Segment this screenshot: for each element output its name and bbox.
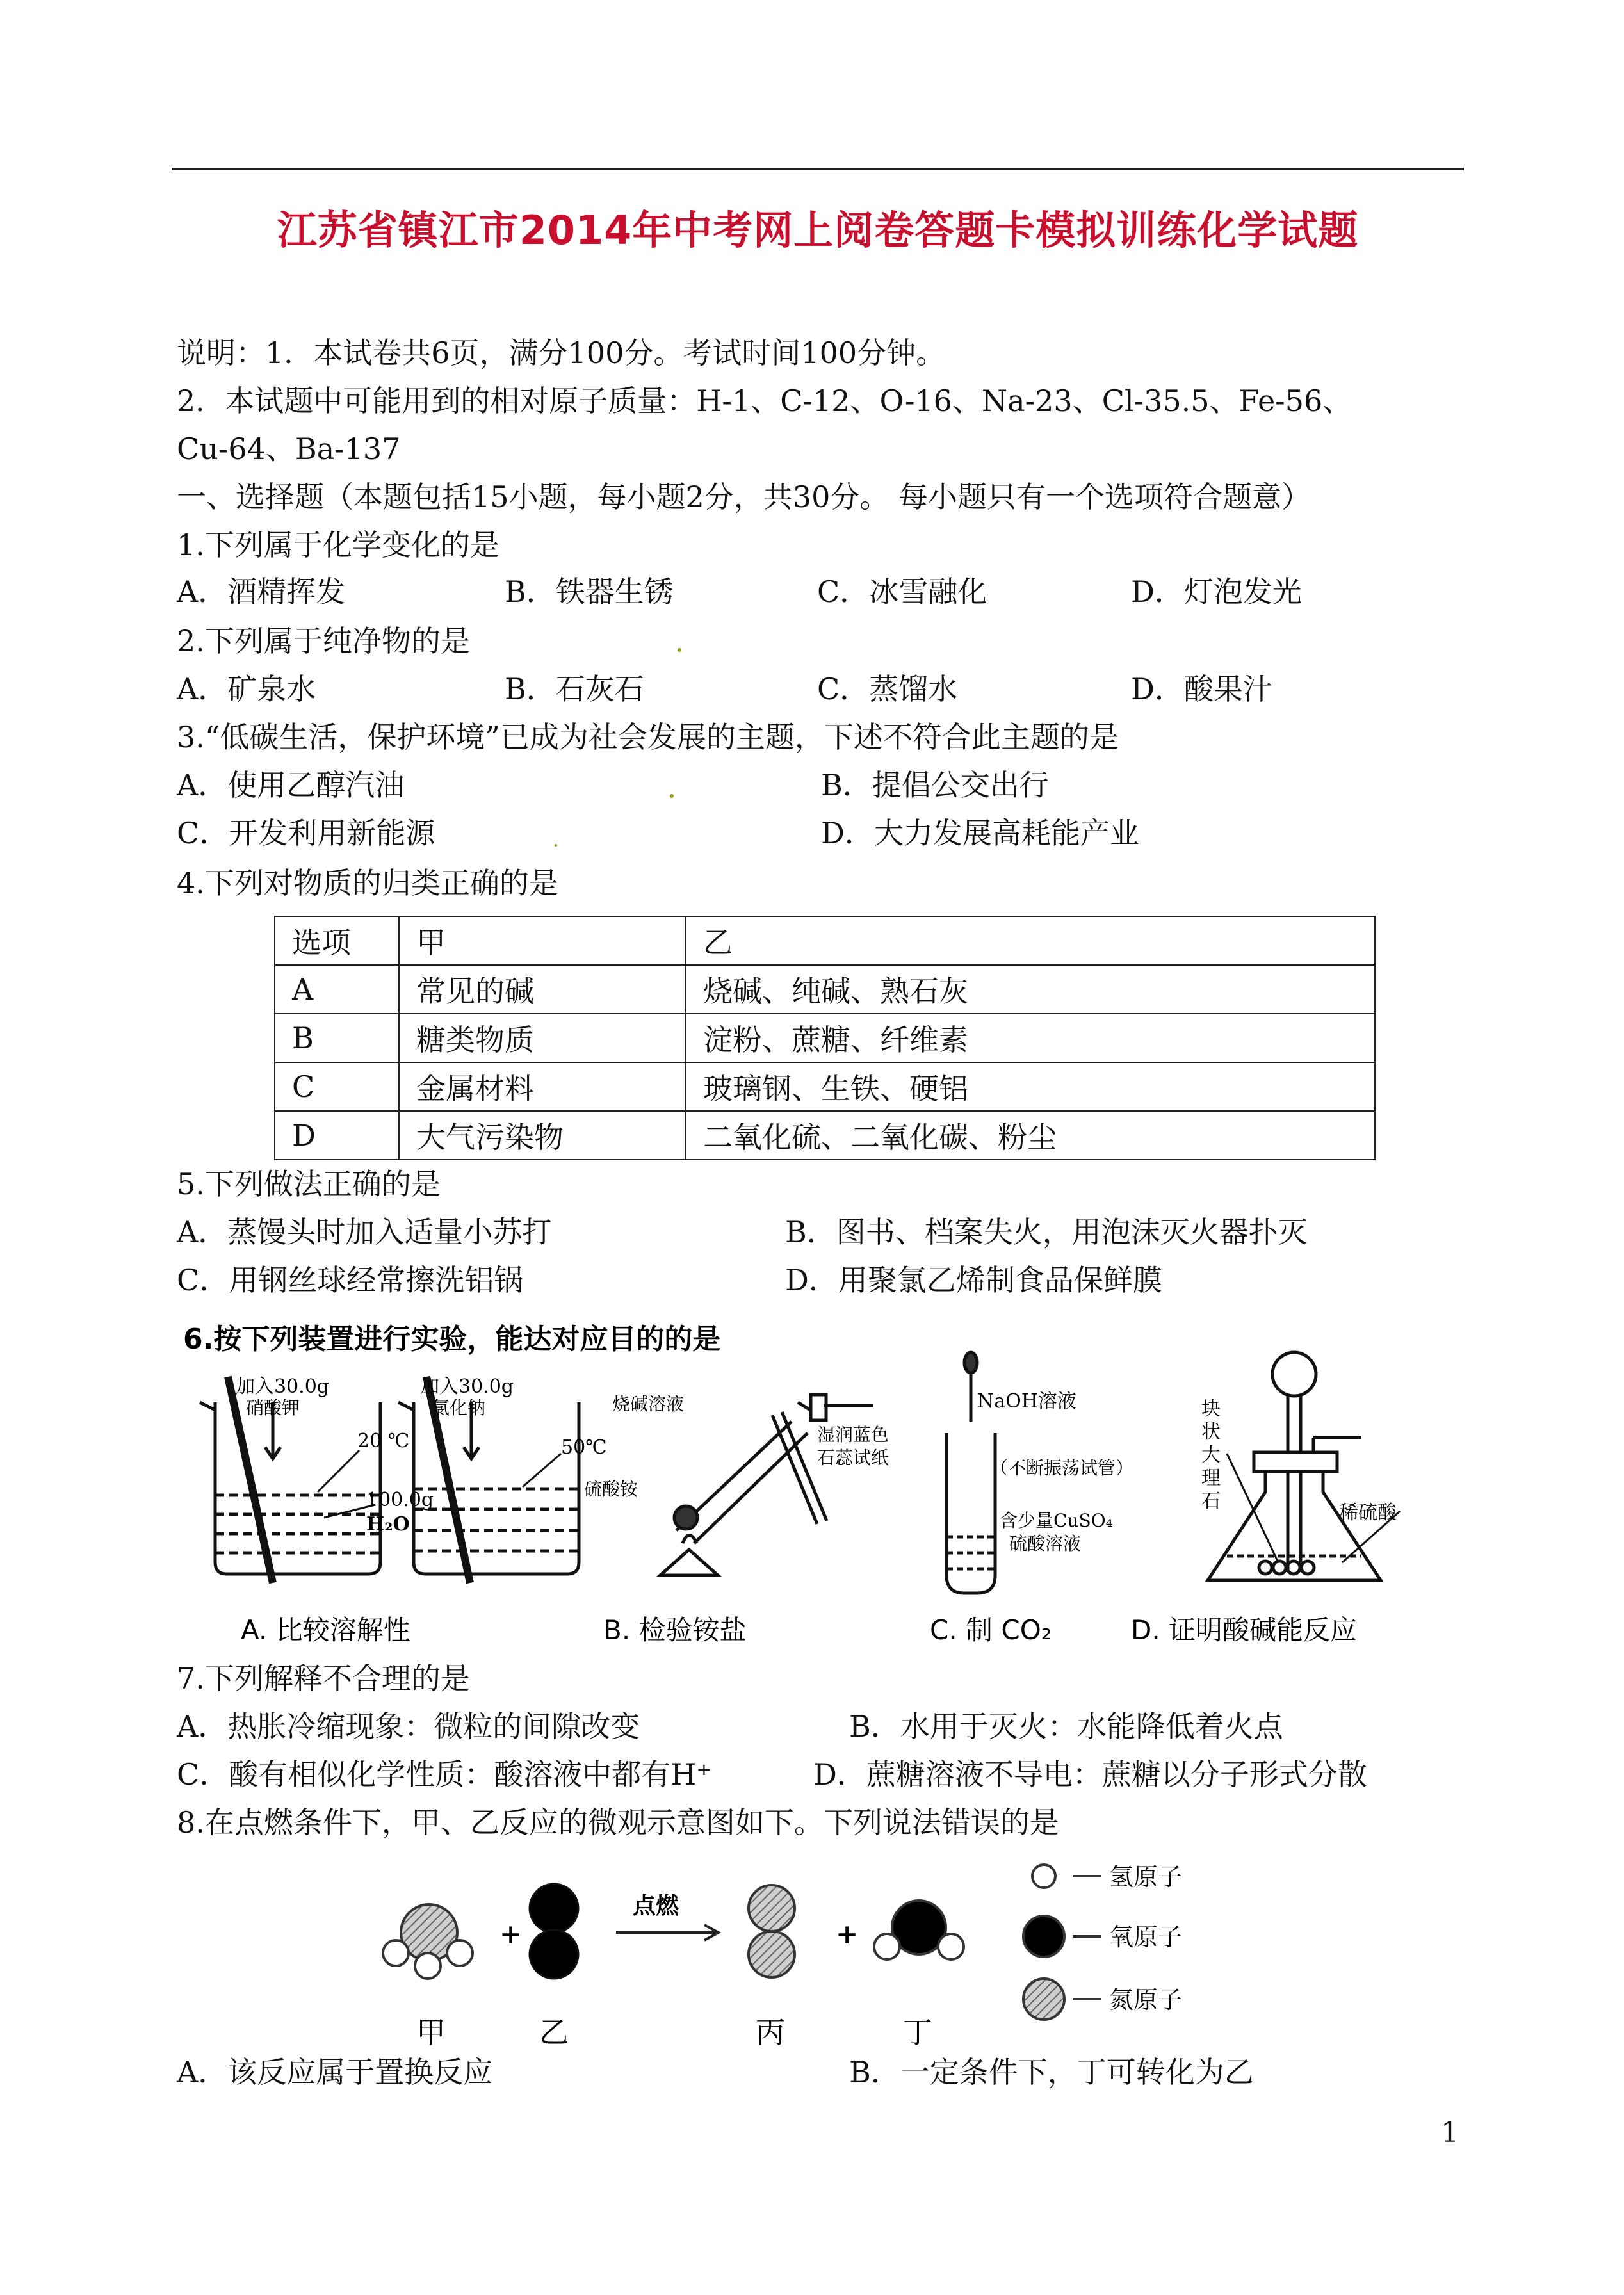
- label-ding: 丁: [903, 2015, 932, 2050]
- marble-label-3: 大: [1201, 1444, 1221, 1466]
- table-cell: 金属材料: [399, 1062, 686, 1111]
- q3-option-a: A．使用乙醇汽油: [177, 768, 405, 802]
- header-rule: [172, 168, 1464, 170]
- q3-stem: 3.“低碳生活，保护环境”已成为社会发展的主题，下述不符合此主题的是: [177, 720, 1119, 754]
- table-cell: 淀粉、蔗糖、纤维素: [686, 1014, 1375, 1062]
- q2-option-a: A．矿泉水: [177, 672, 316, 706]
- molecule-yi: [530, 1884, 578, 1979]
- q6-stem: 6.按下列装置进行实验，能达对应目的的是: [183, 1323, 721, 1356]
- table-row: [275, 965, 1375, 1014]
- marble-label-2: 状: [1201, 1421, 1221, 1443]
- intro-line-1: 说明：1．本试卷共6页，满分100分。考试时间100分钟。: [177, 336, 946, 370]
- q6-option-a: A. 比较溶解性: [241, 1614, 410, 1646]
- cuso4-label: 含少量CuSO₄: [1000, 1510, 1113, 1531]
- solute-label-2: 氯化钠: [432, 1397, 486, 1418]
- q3-option-b: B．提倡公交出行: [821, 768, 1049, 802]
- q1-stem: 1.下列属于化学变化的是: [177, 528, 499, 562]
- add-label-1: 加入30.0g: [236, 1375, 330, 1398]
- q1-option-a: A．酒精挥发: [177, 574, 346, 609]
- legend-oxygen: 氧原子: [1109, 1923, 1183, 1951]
- solute-label-1: 硝酸钾: [246, 1397, 300, 1418]
- molecule-bing: [749, 1885, 795, 1977]
- temperature-label-1: 20 ℃: [357, 1430, 410, 1452]
- caustic-soda-label: 烧碱溶液: [612, 1393, 685, 1415]
- ammonium-sulfate-label: 硫酸铵: [584, 1479, 638, 1500]
- reaction-condition: 点燃: [633, 1892, 679, 1919]
- q3-option-c: C．开发利用新能源: [177, 816, 435, 850]
- page-title: 江苏省镇江市2014年中考网上阅卷答题卡模拟训练化学试题: [277, 207, 1359, 254]
- q5-option-a: A．蒸馒头时加入适量小苏打: [177, 1215, 552, 1249]
- flask-apparatus: [1208, 1352, 1400, 1580]
- temperature-label-2: 50℃: [561, 1436, 607, 1459]
- q8-stem: 8.在点燃条件下，甲、乙反应的微观示意图如下。下列说法错误的是: [177, 1805, 1059, 1840]
- table-cell: D: [275, 1111, 399, 1160]
- q1-option-d: D．灯泡发光: [1131, 574, 1302, 609]
- q5-option-d: D．用聚氯乙烯制食品保鲜膜: [785, 1263, 1162, 1297]
- q5-stem: 5.下列做法正确的是: [177, 1167, 441, 1201]
- table-cell: A: [275, 965, 399, 1014]
- q5-option-c: C．用钢丝球经常擦洗铝锅: [177, 1263, 524, 1297]
- test-tube-apparatus: [946, 1352, 995, 1593]
- table-cell: 常见的碱: [399, 965, 686, 1014]
- q1-option-c: C．冰雪融化: [817, 574, 987, 609]
- sulfuric-solution-label: 硫酸溶液: [1009, 1533, 1082, 1554]
- q5-option-b: B．图书、档案失火，用泡沫灭火器扑灭: [785, 1215, 1308, 1249]
- table-cell: 大气污染物: [399, 1111, 686, 1160]
- litmus-label-2: 石蕊试纸: [817, 1447, 889, 1468]
- legend-nitrogen: 氮原子: [1109, 1986, 1183, 2014]
- molecule-ding: [874, 1901, 964, 1959]
- q6-option-d: D. 证明酸碱能反应: [1131, 1614, 1358, 1646]
- table-row: [275, 1014, 1375, 1062]
- table-cell: 烧碱、纯碱、熟石灰: [686, 965, 1375, 1014]
- table-row: [275, 1111, 1375, 1160]
- dilute-acid-label: 稀硫酸: [1339, 1502, 1397, 1524]
- classification-table: [274, 916, 1376, 1160]
- table-row: [275, 1062, 1375, 1111]
- table-header-cell: 选项: [275, 916, 399, 965]
- q2-stem: 2.下列属于纯净物的是: [177, 624, 470, 658]
- q6-option-c: C. 制 CO₂: [930, 1614, 1052, 1646]
- q8-reaction-diagram: [359, 1851, 1294, 2062]
- q2-option-d: D．酸果汁: [1131, 672, 1272, 706]
- q7-option-a: A．热胀冷缩现象：微粒的间隙改变: [177, 1709, 640, 1744]
- litmus-label-1: 湿润蓝色: [817, 1424, 889, 1445]
- beaker-sodium-chloride: [398, 1377, 579, 1583]
- page-number: 1: [1441, 2116, 1459, 2149]
- plus-sign: +: [499, 1918, 523, 1950]
- marble-label-5: 石: [1201, 1490, 1221, 1512]
- q7-option-c: C．酸有相似化学性质：酸溶液中都有H⁺: [177, 1757, 712, 1792]
- stray-dot: [670, 794, 674, 798]
- stray-dot: [678, 648, 681, 652]
- intro-line-3: Cu-64、Ba-137: [177, 432, 401, 466]
- water-formula-label: H₂O: [366, 1513, 410, 1536]
- table-cell: 二氧化硫、二氧化碳、粉尘: [686, 1111, 1375, 1160]
- section-heading: 一、选择题（本题包括15小题，每小题2分，共30分。 每小题只有一个选项符合题意）: [177, 480, 1311, 514]
- reaction-arrow: [616, 1925, 719, 1940]
- q2-option-b: B．石灰石: [505, 672, 644, 706]
- label-yi: 乙: [539, 2015, 569, 2050]
- table-cell: 糖类物质: [399, 1014, 686, 1062]
- q8-option-a: A．该反应属于置换反应: [177, 2055, 493, 2089]
- shake-label: （不断振荡试管）: [990, 1457, 1134, 1479]
- molecule-jia: [383, 1904, 473, 1979]
- q6-option-b: B. 检验铵盐: [603, 1614, 747, 1646]
- q7-stem: 7.下列解释不合理的是: [177, 1661, 470, 1696]
- marble-label-4: 理: [1201, 1467, 1221, 1489]
- table-header-cell: 乙: [686, 916, 1375, 965]
- plus-sign: +: [836, 1918, 859, 1950]
- q3-option-d: D．大力发展高耗能产业: [821, 816, 1139, 850]
- q4-stem: 4.下列对物质的归类正确的是: [177, 866, 558, 900]
- intro-line-2: 2．本试题中可能用到的相对原子质量：H-1、C-12、O-16、Na-23、Cl-35.5、Fe-56、: [177, 384, 1352, 418]
- q7-option-d: D．蔗糖溶液不导电：蔗糖以分子形式分散: [813, 1757, 1367, 1792]
- marble-label-1: 块: [1201, 1398, 1221, 1420]
- stray-dot: [555, 844, 557, 847]
- legend-hydrogen: 氢原子: [1109, 1863, 1183, 1891]
- q7-option-b: B．水用于灭火：水能降低着火点: [849, 1709, 1283, 1744]
- table-cell: 玻璃钢、生铁、硬铝: [686, 1062, 1375, 1111]
- add-label-2: 加入30.0g: [420, 1375, 514, 1398]
- table-header-cell: 甲: [399, 916, 686, 965]
- q8-option-b: B．一定条件下，丁可转化为乙: [849, 2055, 1254, 2089]
- table-header-row: [275, 916, 1375, 965]
- atom-legend: [1023, 1865, 1101, 2020]
- table-cell: B: [275, 1014, 399, 1062]
- ammonium-test-apparatus: [660, 1395, 873, 1575]
- water-mass-label: 100.0g: [366, 1489, 434, 1511]
- naoh-label: NaOH溶液: [977, 1390, 1076, 1413]
- q6-apparatus-figure: [177, 1319, 1425, 1652]
- q2-option-c: C．蒸馏水: [817, 672, 958, 706]
- label-bing: 丙: [756, 2015, 785, 2050]
- label-jia: 甲: [416, 2015, 446, 2050]
- table-cell: C: [275, 1062, 399, 1111]
- q1-option-b: B．铁器生锈: [505, 574, 674, 609]
